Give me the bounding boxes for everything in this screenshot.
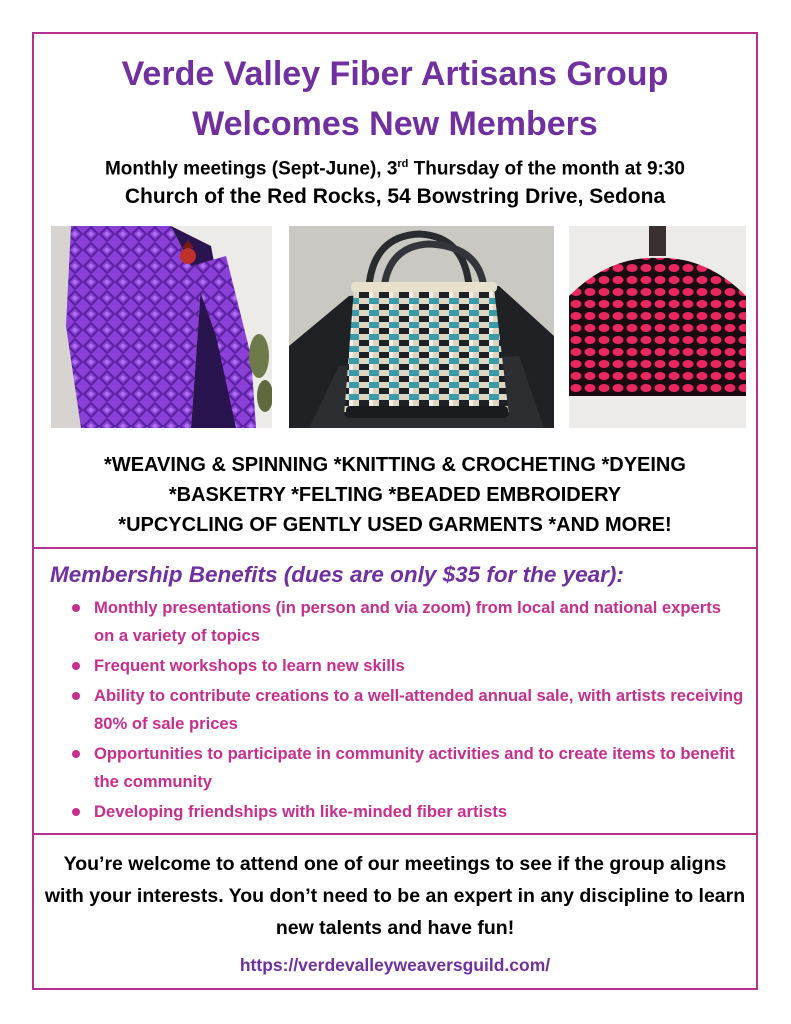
section-divider-bottom [34,833,758,835]
benefits-heading: Membership Benefits (dues are only $35 for the year): [50,562,624,587]
section-divider-top [34,547,758,549]
benefit-item: Developing friendships with like-minded fiber artists [94,798,744,826]
meeting-schedule [34,150,756,183]
benefit-item: Monthly presentations (in person and via zoom) from local and national experts on a variety of topics [94,594,744,650]
title-line-2: Welcomes New Members [192,105,598,143]
meeting-schedule-text-end: Thursday of the month at 9:30 [408,158,685,180]
meeting-location: Church of the Red Rocks, 54 Bowstring Drive, Sedona [124,185,666,208]
activities-line-1: *WEAVING & SPINNING *KNITTING & CROCHETING *DYEING [104,454,686,476]
benefit-item: Opportunities to participate in community activities and to create items to benefit the community [94,740,744,796]
meeting-schedule-text: Monthly meetings (Sept-June), 3 [104,158,398,180]
website-link[interactable]: https://verdevalleyweaversguild.com/ [239,955,551,975]
welcome-message: You’re welcome to attend one of our meetings to see if the group aligns with your interests. You don’t need to be an expert in any discipline to learn new talents and have fun! [44,853,746,939]
activities-line-2: *BASKETRY *FELTING *BEADED EMBROIDERY [168,484,622,506]
pink-knit-shrug-photo [569,226,746,428]
activities-line-3: *UPCYCLING OF GENTLY USED GARMENTS *AND MORE! [118,514,672,536]
benefit-item: Frequent workshops to learn new skills [94,652,744,680]
title-line-1: Verde Valley Fiber Artisans Group [121,55,669,93]
benefits-list [94,594,744,828]
purple-woven-shawl-photo [51,226,272,428]
ordinal-suffix: rd [397,158,409,170]
benefit-item: Ability to contribute creations to a well-attended annual sale, with artists receiving 80% of sale prices [94,682,744,738]
woven-basket-photo [289,226,554,428]
